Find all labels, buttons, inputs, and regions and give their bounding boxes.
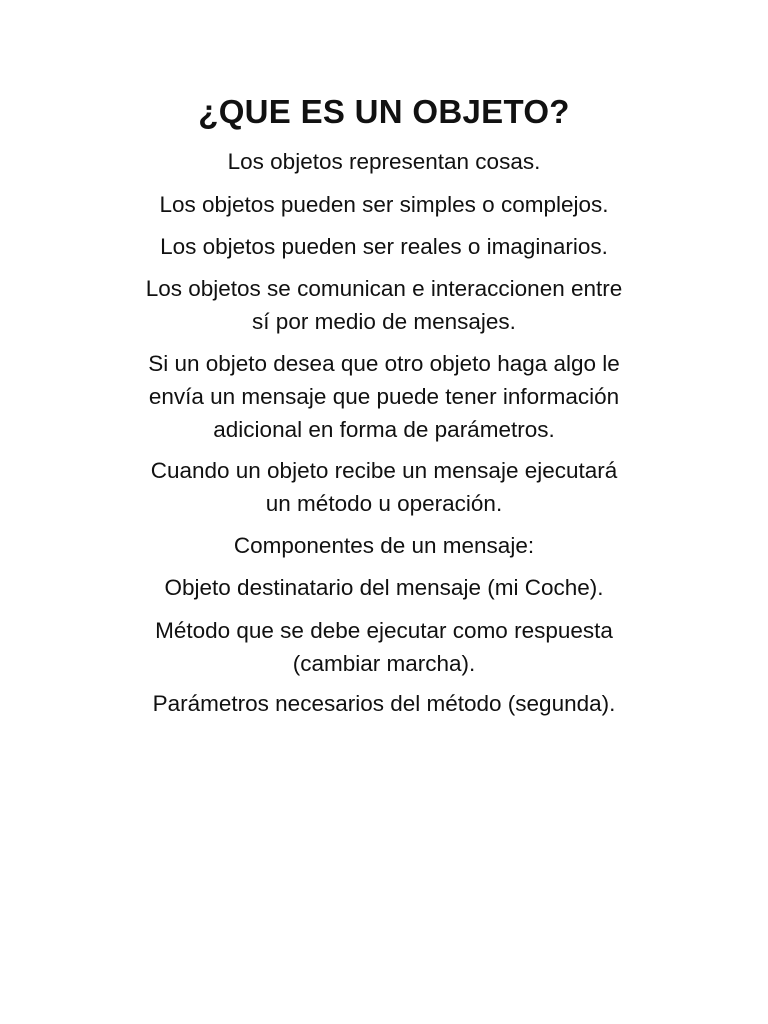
- paragraph-line: Parámetros necesarios del método (segunda).: [152, 691, 616, 716]
- paragraph-simple-complex: [84, 188, 684, 221]
- paragraph-method-to-execute: [84, 614, 684, 680]
- paragraph-line: Componentes de un mensaje:: [233, 533, 535, 558]
- paragraph-line: adicional en forma de parámetros.: [213, 417, 555, 442]
- page-title: ¿QUE ES UN OBJETO?: [198, 93, 570, 130]
- paragraph-line: sí por medio de mensajes.: [252, 309, 516, 334]
- paragraph-method-execution: [84, 454, 684, 520]
- paragraph-line: Objeto destinatario del mensaje (mi Coche).: [164, 575, 604, 600]
- paragraph-line: un método u operación.: [265, 491, 503, 516]
- paragraph-method-parameters: [84, 687, 684, 720]
- paragraph-line: Método que se debe ejecutar como respuesta: [155, 618, 613, 643]
- paragraph-line: (cambiar marcha).: [292, 651, 476, 676]
- paragraph-recipient-object: [84, 571, 684, 604]
- paragraph-real-imaginary: [84, 230, 684, 263]
- paragraph-objects-represent: [84, 145, 684, 178]
- paragraph-message-sending: [84, 347, 684, 446]
- paragraph-message-components: [84, 529, 684, 562]
- paragraph-line: Cuando un objeto recibe un mensaje ejecutará: [150, 458, 618, 483]
- paragraph-communication: [84, 272, 684, 338]
- paragraph-line: Si un objeto desea que otro objeto haga algo le: [148, 351, 620, 376]
- paragraph-line: Los objetos pueden ser reales o imaginarios.: [160, 234, 608, 259]
- paragraph-line: envía un mensaje que puede tener información: [148, 384, 620, 409]
- paragraph-line: Los objetos representan cosas.: [227, 149, 541, 174]
- paragraph-line: Los objetos se comunican e interaccionen entre: [145, 276, 623, 301]
- paragraph-line: Los objetos pueden ser simples o complejos.: [159, 192, 609, 217]
